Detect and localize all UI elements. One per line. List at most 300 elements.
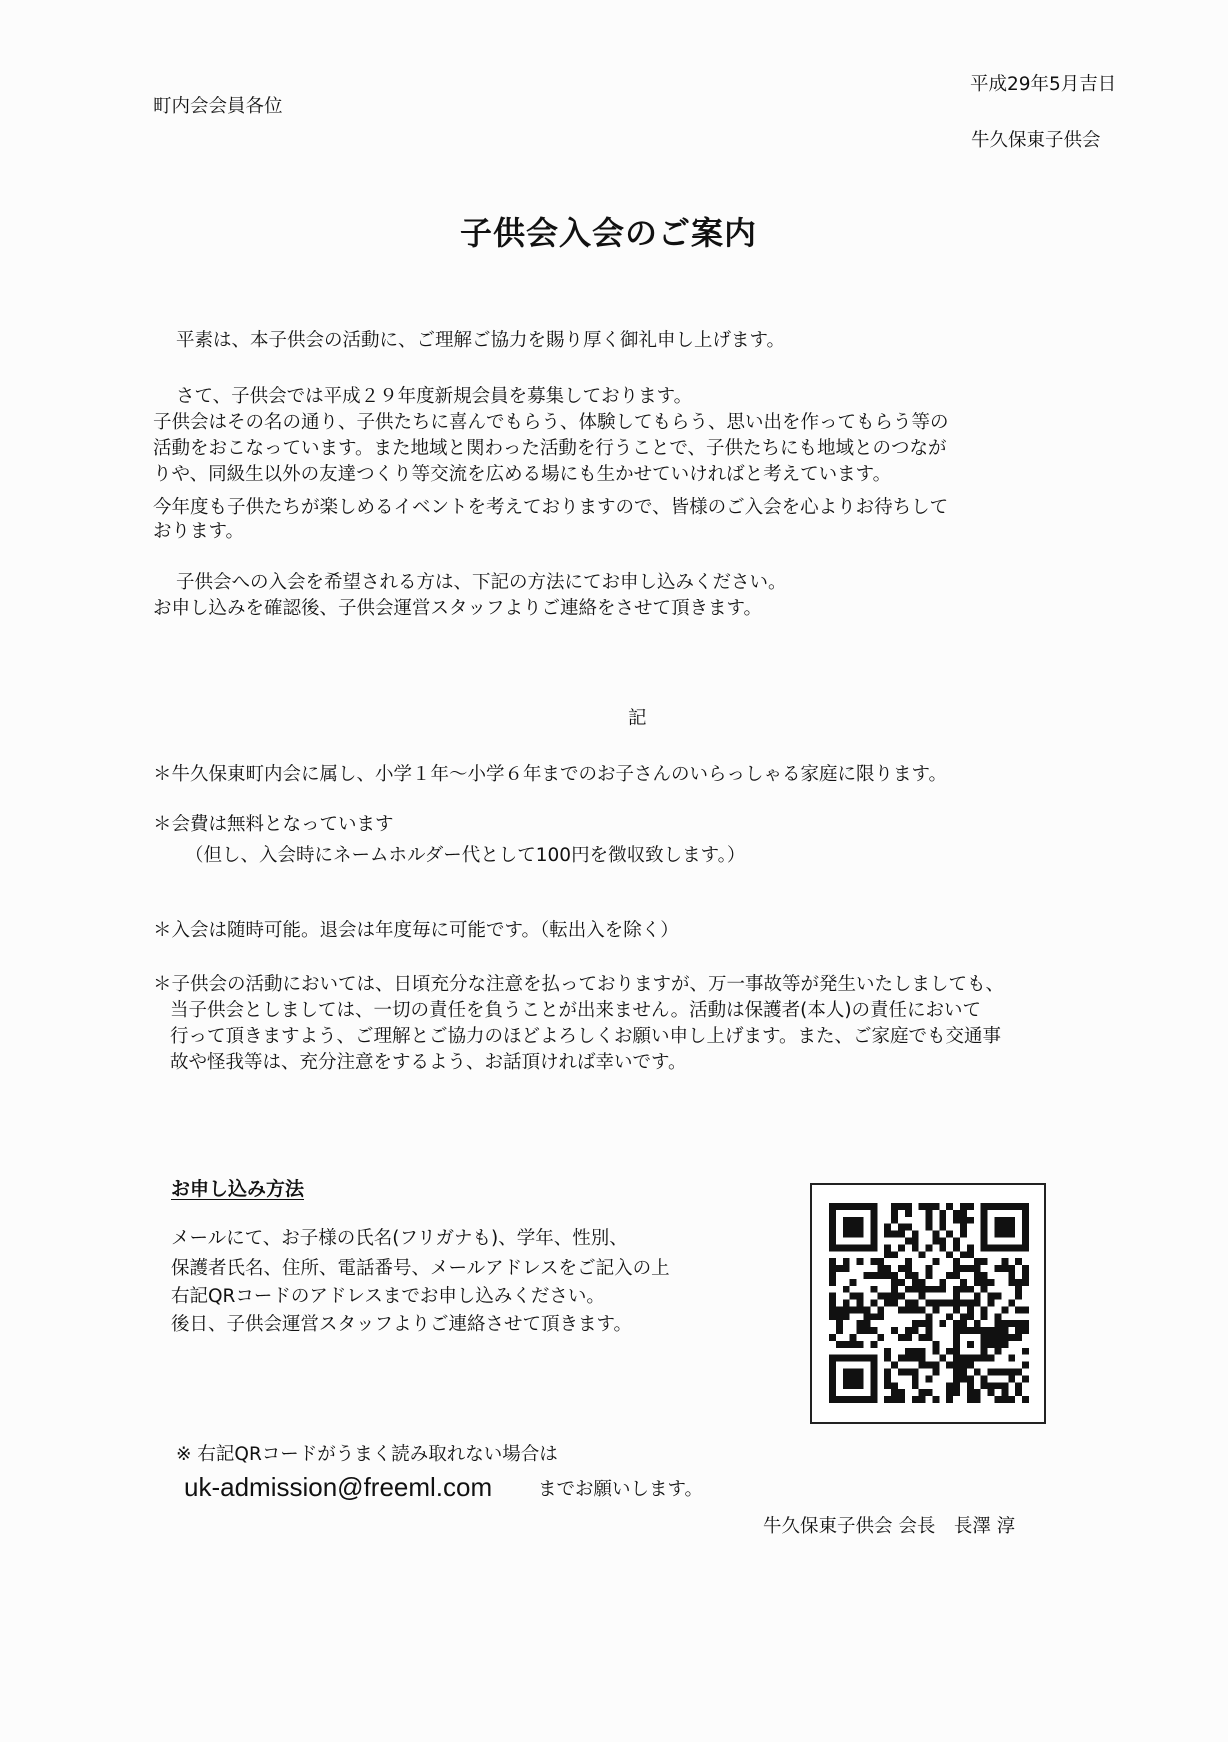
qr-module xyxy=(829,1334,836,1341)
qr-module xyxy=(857,1300,864,1307)
qr-module xyxy=(988,1244,995,1251)
qr-module xyxy=(912,1279,919,1286)
qr-module xyxy=(939,1244,946,1251)
qr-module xyxy=(843,1375,850,1382)
page-title: 子供会入会のご案内 xyxy=(460,214,758,252)
qr-module xyxy=(953,1293,960,1300)
body-line: 子供会はその名の通り、子供たちに喜んでもらう、体験してもらう、思い出を作ってもらう等の xyxy=(153,412,949,433)
recipients: 町内会会員各位 xyxy=(153,96,283,117)
qr-module xyxy=(884,1293,891,1300)
qr-module xyxy=(870,1237,877,1244)
qr-module xyxy=(995,1369,1002,1376)
qr-module xyxy=(967,1327,974,1334)
qr-module xyxy=(974,1272,981,1279)
qr-module xyxy=(1008,1224,1015,1231)
qr-module xyxy=(836,1355,843,1362)
body-line: りや、同級生以外の友達つくり等交流を広める場にも生かせていければと考えています。 xyxy=(153,464,892,485)
qr-module xyxy=(863,1355,870,1362)
qr-module xyxy=(884,1265,891,1272)
qr-module xyxy=(843,1265,850,1272)
qr-module xyxy=(1008,1272,1015,1279)
qr-module xyxy=(1022,1203,1029,1210)
qr-module xyxy=(960,1217,967,1224)
qr-module xyxy=(953,1389,960,1396)
qr-module xyxy=(995,1203,1002,1210)
qr-module xyxy=(863,1272,870,1279)
qr-module xyxy=(884,1369,891,1376)
qr-module xyxy=(863,1306,870,1313)
qr-module xyxy=(850,1231,857,1238)
qr-module xyxy=(988,1369,995,1376)
qr-module xyxy=(836,1244,843,1251)
qr-module xyxy=(960,1375,967,1382)
qr-module xyxy=(981,1244,988,1251)
qr-module xyxy=(1022,1348,1029,1355)
qr-module xyxy=(912,1237,919,1244)
qr-module xyxy=(1008,1396,1015,1403)
qr-module xyxy=(843,1203,850,1210)
qr-code xyxy=(810,1183,1046,1424)
qr-module xyxy=(960,1320,967,1327)
qr-module xyxy=(953,1369,960,1376)
qr-module xyxy=(1001,1382,1008,1389)
qr-module xyxy=(953,1320,960,1327)
qr-module xyxy=(829,1362,836,1369)
qr-module xyxy=(974,1355,981,1362)
qr-module xyxy=(891,1272,898,1279)
qr-module xyxy=(905,1300,912,1307)
qr-module xyxy=(960,1369,967,1376)
qr-module xyxy=(926,1362,933,1369)
qr-module xyxy=(967,1217,974,1224)
qr-module xyxy=(981,1203,988,1210)
qr-module xyxy=(967,1355,974,1362)
qr-module xyxy=(1001,1203,1008,1210)
qr-module xyxy=(926,1286,933,1293)
qr-module xyxy=(932,1306,939,1313)
qr-module xyxy=(967,1300,974,1307)
list-item-cont: 故や怪我等は、充分注意をするよう、お話頂ければ幸いです。 xyxy=(170,1052,687,1073)
qr-module xyxy=(877,1313,884,1320)
qr-module xyxy=(870,1313,877,1320)
qr-module xyxy=(981,1286,988,1293)
qr-module xyxy=(960,1251,967,1258)
qr-module xyxy=(870,1272,877,1279)
qr-module xyxy=(836,1396,843,1403)
qr-module xyxy=(953,1300,960,1307)
qr-module xyxy=(912,1396,919,1403)
qr-module xyxy=(988,1355,995,1362)
qr-module xyxy=(891,1293,898,1300)
qr-module xyxy=(829,1389,836,1396)
qr-module xyxy=(829,1210,836,1217)
qr-module xyxy=(857,1369,864,1376)
qr-module xyxy=(960,1210,967,1217)
qr-module xyxy=(829,1313,836,1320)
qr-module xyxy=(967,1396,974,1403)
application-line: メールにて、お子様の氏名(フリガナも)、学年、性別、 xyxy=(171,1228,628,1249)
list-item-cont: 当子供会としましては、一切の責任を負うことが出来ません。活動は保護者(本人)の責任において xyxy=(170,1000,982,1021)
qr-module xyxy=(905,1265,912,1272)
qr-module xyxy=(912,1355,919,1362)
qr-module xyxy=(850,1334,857,1341)
qr-module xyxy=(939,1210,946,1217)
qr-module xyxy=(912,1286,919,1293)
qr-module xyxy=(981,1382,988,1389)
qr-module xyxy=(1001,1306,1008,1313)
qr-module xyxy=(829,1279,836,1286)
qr-module xyxy=(995,1348,1002,1355)
qr-module xyxy=(919,1396,926,1403)
qr-module xyxy=(1001,1396,1008,1403)
qr-module xyxy=(850,1369,857,1376)
qr-module xyxy=(960,1313,967,1320)
qr-module xyxy=(829,1258,836,1265)
qr-module xyxy=(850,1396,857,1403)
qr-module xyxy=(988,1293,995,1300)
qr-module xyxy=(939,1300,946,1307)
qr-module xyxy=(946,1313,953,1320)
qr-module xyxy=(850,1375,857,1382)
qr-module xyxy=(946,1348,953,1355)
qr-module xyxy=(891,1286,898,1293)
qr-module xyxy=(843,1382,850,1389)
qr-module xyxy=(995,1265,1002,1272)
qr-module xyxy=(988,1334,995,1341)
qr-module xyxy=(995,1313,1002,1320)
qr-module xyxy=(1015,1306,1022,1313)
qr-module xyxy=(981,1237,988,1244)
qr-module xyxy=(891,1203,898,1210)
qr-module xyxy=(829,1265,836,1272)
qr-module xyxy=(995,1327,1002,1334)
qr-module xyxy=(960,1300,967,1307)
qr-module xyxy=(932,1286,939,1293)
qr-module xyxy=(981,1210,988,1217)
qr-module xyxy=(898,1389,905,1396)
contact-email[interactable]: uk-admission@freeml.com xyxy=(184,1472,493,1502)
qr-module xyxy=(1008,1334,1015,1341)
qr-module xyxy=(857,1217,864,1224)
qr-module xyxy=(946,1272,953,1279)
qr-module xyxy=(932,1396,939,1403)
qr-module xyxy=(960,1286,967,1293)
issue-date: 平成29年5月吉日 xyxy=(970,74,1117,95)
qr-module xyxy=(1022,1237,1029,1244)
body-line: お申し込みを確認後、子供会運営スタッフよりご連絡をさせて頂きます。 xyxy=(153,598,763,619)
qr-module xyxy=(857,1258,864,1265)
qr-module xyxy=(912,1382,919,1389)
qr-module xyxy=(884,1272,891,1279)
qr-module xyxy=(863,1320,870,1327)
qr-module xyxy=(926,1313,933,1320)
application-line: 右記QRコードのアドレスまでお申し込みください。 xyxy=(171,1286,605,1307)
qr-module xyxy=(1008,1375,1015,1382)
qr-module xyxy=(919,1279,926,1286)
qr-module xyxy=(946,1389,953,1396)
qr-module xyxy=(905,1327,912,1334)
qr-module xyxy=(995,1231,1002,1238)
qr-module xyxy=(1022,1320,1029,1327)
qr-module xyxy=(981,1334,988,1341)
qr-module xyxy=(939,1279,946,1286)
qr-module xyxy=(843,1224,850,1231)
qr-module xyxy=(926,1334,933,1341)
qr-module xyxy=(891,1396,898,1403)
qr-module xyxy=(1001,1217,1008,1224)
qr-module xyxy=(953,1362,960,1369)
qr-module xyxy=(1015,1293,1022,1300)
qr-module xyxy=(953,1286,960,1293)
qr-module xyxy=(850,1293,857,1300)
qr-module xyxy=(967,1306,974,1313)
qr-module xyxy=(926,1327,933,1334)
qr-module xyxy=(1015,1389,1022,1396)
qr-module xyxy=(1008,1320,1015,1327)
qr-module xyxy=(946,1396,953,1403)
qr-module xyxy=(988,1327,995,1334)
qr-module xyxy=(1001,1334,1008,1341)
qr-module xyxy=(988,1389,995,1396)
qr-module xyxy=(1022,1272,1029,1279)
qr-module xyxy=(843,1306,850,1313)
qr-module xyxy=(1001,1320,1008,1327)
qr-module xyxy=(1022,1265,1029,1272)
qr-module xyxy=(981,1231,988,1238)
qr-module xyxy=(870,1224,877,1231)
qr-module xyxy=(1015,1258,1022,1265)
qr-module xyxy=(995,1320,1002,1327)
qr-module xyxy=(898,1355,905,1362)
qr-module xyxy=(836,1320,843,1327)
qr-module xyxy=(829,1272,836,1279)
qr-module xyxy=(863,1327,870,1334)
qr-module xyxy=(939,1355,946,1362)
qr-module xyxy=(939,1237,946,1244)
qr-module xyxy=(905,1306,912,1313)
qr-module xyxy=(857,1396,864,1403)
qr-module xyxy=(891,1389,898,1396)
qr-module xyxy=(926,1375,933,1382)
application-line: 保護者氏名、住所、電話番号、メールアドレスをご記入の上 xyxy=(171,1258,670,1279)
qr-module xyxy=(981,1375,988,1382)
list-item: ＊子供会の活動においては、日頃充分な注意を払っておりますが、万一事故等が発生いたしましても、 xyxy=(153,974,1005,995)
qr-module xyxy=(877,1265,884,1272)
qr-module xyxy=(898,1396,905,1403)
qr-module xyxy=(919,1251,926,1258)
qr-module xyxy=(1001,1231,1008,1238)
qr-module xyxy=(877,1293,884,1300)
qr-module xyxy=(995,1334,1002,1341)
qr-module xyxy=(926,1320,933,1327)
qr-module xyxy=(870,1327,877,1334)
application-line: 後日、子供会運営スタッフよりご連絡させて頂きます。 xyxy=(171,1314,633,1335)
qr-module xyxy=(967,1251,974,1258)
qr-module xyxy=(953,1355,960,1362)
qr-module xyxy=(850,1244,857,1251)
qr-module xyxy=(1015,1279,1022,1286)
qr-module xyxy=(870,1341,877,1348)
qr-module xyxy=(981,1341,988,1348)
qr-module xyxy=(912,1300,919,1307)
qr-module xyxy=(829,1203,836,1210)
qr-module xyxy=(1001,1389,1008,1396)
qr-module xyxy=(912,1320,919,1327)
qr-module xyxy=(932,1258,939,1265)
qr-module xyxy=(870,1258,877,1265)
qr-module xyxy=(850,1355,857,1362)
qr-module xyxy=(932,1362,939,1369)
qr-module xyxy=(967,1389,974,1396)
list-item-note: （但し、入会時にネームホルダー代として100円を徴収致します。） xyxy=(185,845,746,866)
qr-module xyxy=(905,1286,912,1293)
qr-module xyxy=(912,1375,919,1382)
qr-module xyxy=(884,1300,891,1307)
qr-module xyxy=(836,1203,843,1210)
qr-module xyxy=(829,1306,836,1313)
qr-fallback-note: ※ 右記QRコードがうまく読み取れない場合は xyxy=(176,1444,558,1465)
qr-module xyxy=(939,1286,946,1293)
qr-module xyxy=(850,1382,857,1389)
qr-module xyxy=(967,1286,974,1293)
qr-module xyxy=(843,1217,850,1224)
qr-module xyxy=(974,1300,981,1307)
qr-module xyxy=(1022,1231,1029,1238)
qr-module xyxy=(1008,1244,1015,1251)
qr-module xyxy=(829,1382,836,1389)
qr-module xyxy=(884,1396,891,1403)
qr-code-graphic xyxy=(829,1203,1029,1403)
qr-module xyxy=(988,1279,995,1286)
qr-module xyxy=(912,1327,919,1334)
qr-module xyxy=(953,1306,960,1313)
qr-module xyxy=(870,1217,877,1224)
qr-module xyxy=(995,1217,1002,1224)
qr-module xyxy=(912,1348,919,1355)
qr-module xyxy=(912,1272,919,1279)
qr-module xyxy=(1001,1327,1008,1334)
qr-module xyxy=(960,1327,967,1334)
qr-module xyxy=(898,1306,905,1313)
qr-module xyxy=(974,1327,981,1334)
body-line: 活動をおこなっています。また地域と関わった活動を行うことで、子供たちにも地域とのつなが xyxy=(153,438,947,459)
qr-module xyxy=(891,1279,898,1286)
qr-module xyxy=(863,1244,870,1251)
qr-module xyxy=(857,1203,864,1210)
qr-module xyxy=(995,1396,1002,1403)
list-item: ＊牛久保東町内会に属し、小学１年～小学６年までのお子さんのいらっしゃる家庭に限ります。 xyxy=(153,764,948,785)
qr-module xyxy=(905,1210,912,1217)
qr-module xyxy=(891,1327,898,1334)
qr-module xyxy=(981,1348,988,1355)
qr-module xyxy=(1015,1382,1022,1389)
qr-module xyxy=(884,1231,891,1238)
qr-module xyxy=(884,1382,891,1389)
qr-module xyxy=(1015,1369,1022,1376)
qr-module xyxy=(1008,1217,1015,1224)
qr-module xyxy=(857,1306,864,1313)
body-line: 子供会への入会を希望される方は、下記の方法にてお申し込みください。 xyxy=(176,572,787,593)
qr-module xyxy=(981,1327,988,1334)
qr-module xyxy=(891,1210,898,1217)
qr-module xyxy=(836,1341,843,1348)
qr-module xyxy=(981,1258,988,1265)
qr-module xyxy=(981,1313,988,1320)
qr-module xyxy=(870,1355,877,1362)
qr-module xyxy=(974,1396,981,1403)
qr-module xyxy=(877,1272,884,1279)
qr-module xyxy=(919,1389,926,1396)
qr-module xyxy=(1022,1375,1029,1382)
qr-module xyxy=(953,1237,960,1244)
qr-module xyxy=(829,1217,836,1224)
qr-module xyxy=(850,1203,857,1210)
qr-module xyxy=(932,1300,939,1307)
qr-module xyxy=(843,1244,850,1251)
qr-module xyxy=(926,1210,933,1217)
qr-module xyxy=(919,1334,926,1341)
qr-module xyxy=(919,1203,926,1210)
qr-module xyxy=(953,1258,960,1265)
qr-module xyxy=(891,1251,898,1258)
qr-module xyxy=(926,1217,933,1224)
qr-module xyxy=(843,1258,850,1265)
qr-module xyxy=(953,1341,960,1348)
qr-module xyxy=(857,1231,864,1238)
qr-module xyxy=(843,1313,850,1320)
qr-module xyxy=(926,1224,933,1231)
qr-module xyxy=(829,1300,836,1307)
qr-module xyxy=(981,1217,988,1224)
qr-module xyxy=(898,1334,905,1341)
qr-module xyxy=(857,1327,864,1334)
qr-module xyxy=(884,1355,891,1362)
qr-module xyxy=(829,1375,836,1382)
qr-module xyxy=(1015,1286,1022,1293)
qr-module xyxy=(836,1327,843,1334)
qr-module xyxy=(939,1224,946,1231)
qr-module xyxy=(1015,1203,1022,1210)
qr-module xyxy=(870,1362,877,1369)
qr-module xyxy=(974,1389,981,1396)
qr-module xyxy=(1008,1279,1015,1286)
qr-module xyxy=(967,1244,974,1251)
signature: 牛久保東子供会 会長 長澤 淳 xyxy=(763,1516,1016,1537)
qr-module xyxy=(919,1355,926,1362)
qr-module xyxy=(953,1334,960,1341)
qr-module xyxy=(932,1348,939,1355)
sender-name: 牛久保東子供会 xyxy=(971,130,1101,151)
qr-module xyxy=(946,1362,953,1369)
qr-module xyxy=(1015,1334,1022,1341)
qr-module xyxy=(974,1293,981,1300)
qr-module xyxy=(870,1244,877,1251)
qr-module xyxy=(905,1355,912,1362)
qr-module xyxy=(850,1217,857,1224)
qr-module xyxy=(891,1300,898,1307)
qr-module xyxy=(829,1244,836,1251)
application-heading: お申し込み方法 xyxy=(171,1178,305,1200)
qr-module xyxy=(953,1217,960,1224)
qr-module xyxy=(898,1203,905,1210)
qr-module xyxy=(939,1320,946,1327)
qr-module xyxy=(1022,1306,1029,1313)
qr-module xyxy=(870,1396,877,1403)
qr-module xyxy=(884,1375,891,1382)
note-suffix: までお願いします。 xyxy=(538,1479,704,1500)
qr-module xyxy=(919,1293,926,1300)
qr-module xyxy=(870,1231,877,1238)
